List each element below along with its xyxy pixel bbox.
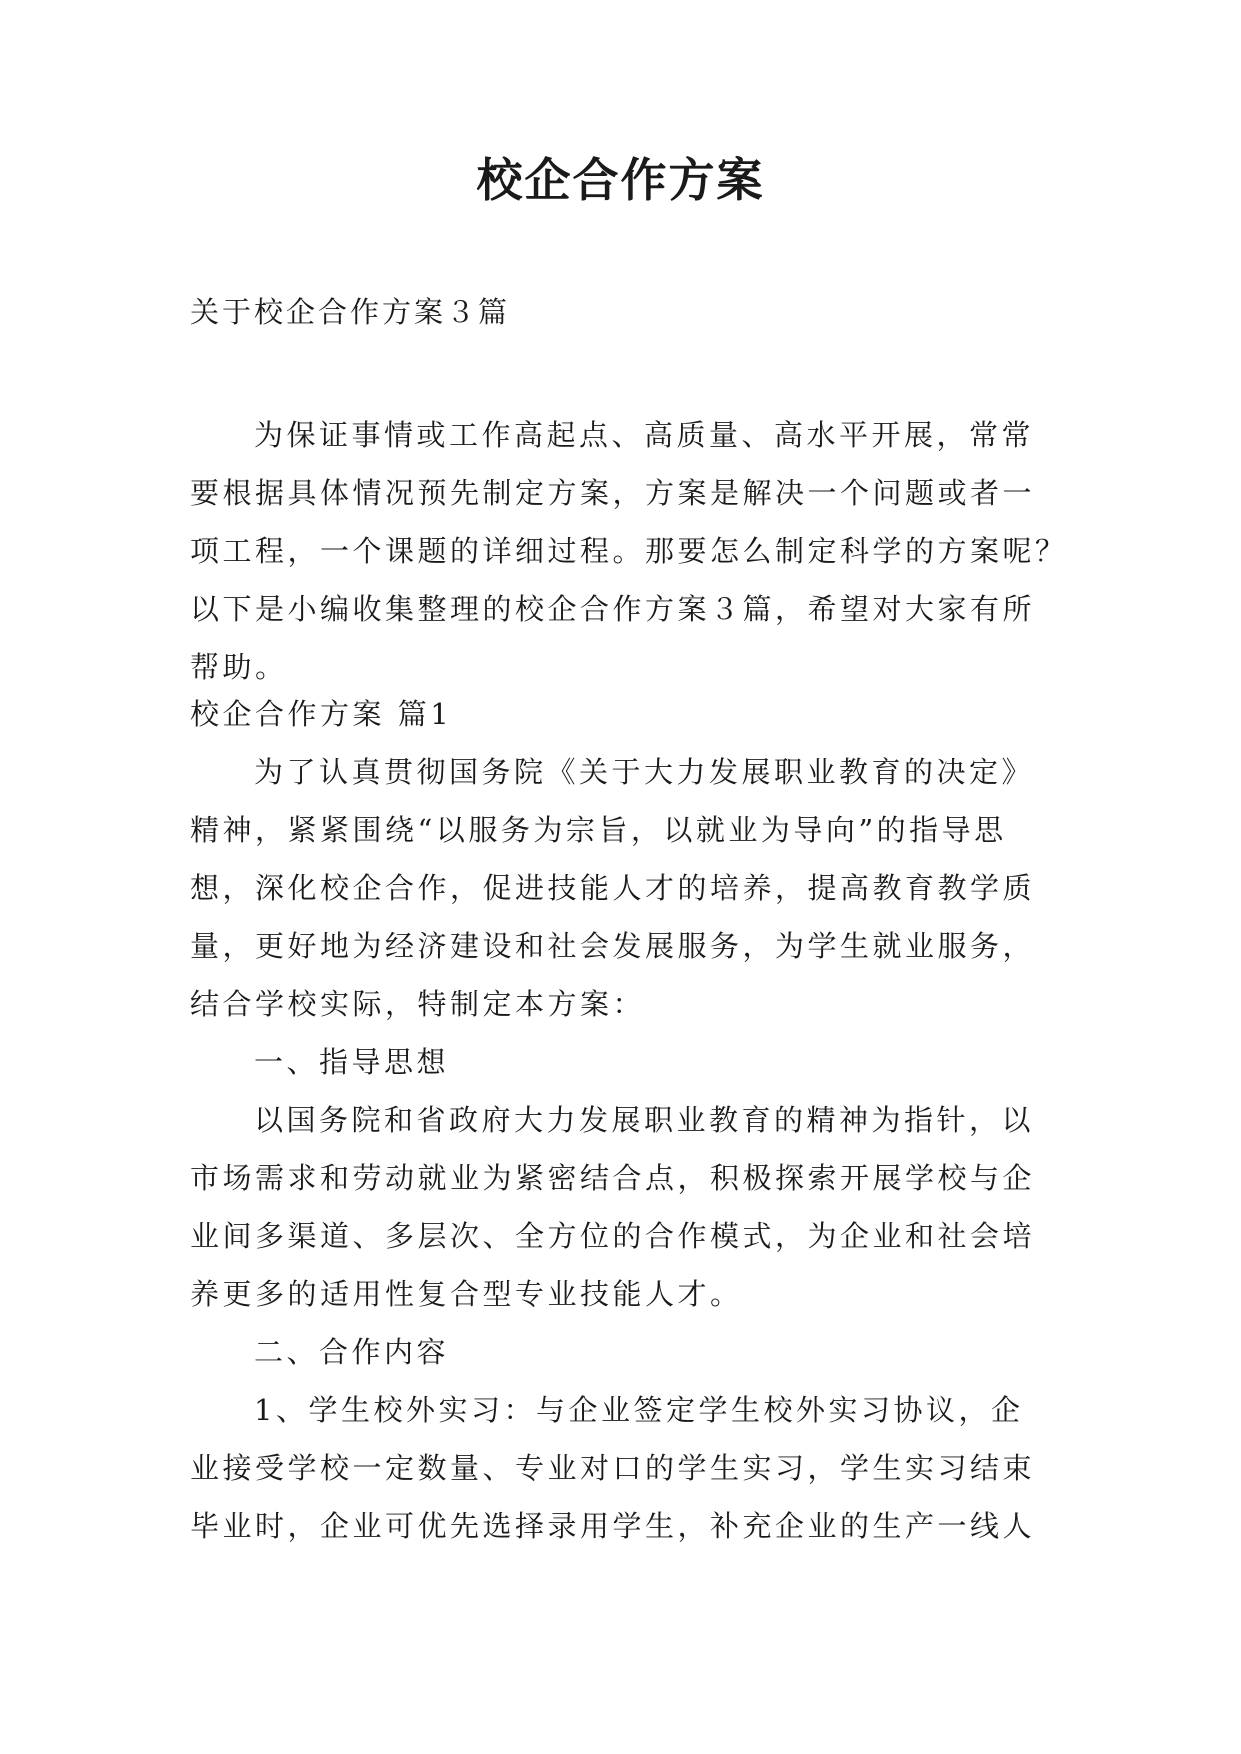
subheading-guiding-thought: 一、指导思想 <box>254 1045 450 1079</box>
section-heading: 校企合作方案 篇1 <box>190 697 453 731</box>
paragraph-line: 结合学校实际，特制定本方案： <box>190 987 646 1021</box>
intro-line: 项工程，一个课题的详细过程。那要怎么制定科学的方案呢？ <box>190 534 1068 568</box>
intro-line: 以下是小编收集整理的校企合作方案３篇，希望对大家有所 <box>190 592 1036 626</box>
document-subtitle: 关于校企合作方案３篇 <box>190 295 511 329</box>
intro-paragraph <box>190 406 1070 696</box>
paragraph-line: 市场需求和劳动就业为紧密结合点，积极探索开展学校与企 <box>190 1161 1036 1195</box>
paragraph-line: 量，更好地为经济建设和社会发展服务，为学生就业服务， <box>190 929 1036 963</box>
paragraph-line: 毕业时，企业可优先选择录用学生，补充企业的生产一线人 <box>190 1509 1036 1543</box>
paragraph-line: 为了认真贯彻国务院《关于大力发展职业教育的决定》 <box>254 755 1035 789</box>
article-section <box>190 685 1070 1555</box>
paragraph-line: 以国务院和省政府大力发展职业教育的精神为指针，以 <box>254 1103 1035 1137</box>
paragraph-line: 业间多渠道、多层次、全方位的合作模式，为企业和社会培 <box>190 1219 1036 1253</box>
paragraph-line: 想，深化校企合作，促进技能人才的培养，提高教育教学质 <box>190 871 1036 905</box>
paragraph-line: 养更多的适用性复合型专业技能人才。 <box>190 1277 743 1311</box>
paragraph-line: 业接受学校一定数量、专业对口的学生实习，学生实习结束 <box>190 1451 1036 1485</box>
subheading-cooperation-content: 二、合作内容 <box>254 1335 450 1369</box>
intro-line: 为保证事情或工作高起点、高质量、高水平开展，常常 <box>254 418 1035 452</box>
document-title: 校企合作方案 <box>476 153 765 207</box>
paragraph-line: 1、学生校外实习：与企业签定学生校外实习协议，企 <box>254 1393 1024 1427</box>
paragraph-line: 精神，紧紧围绕“以服务为宗旨，以就业为导向”的指导思 <box>190 813 1007 847</box>
intro-line: 要根据具体情况预先制定方案，方案是解决一个问题或者一 <box>190 476 1036 510</box>
intro-line: 帮助。 <box>190 650 288 684</box>
